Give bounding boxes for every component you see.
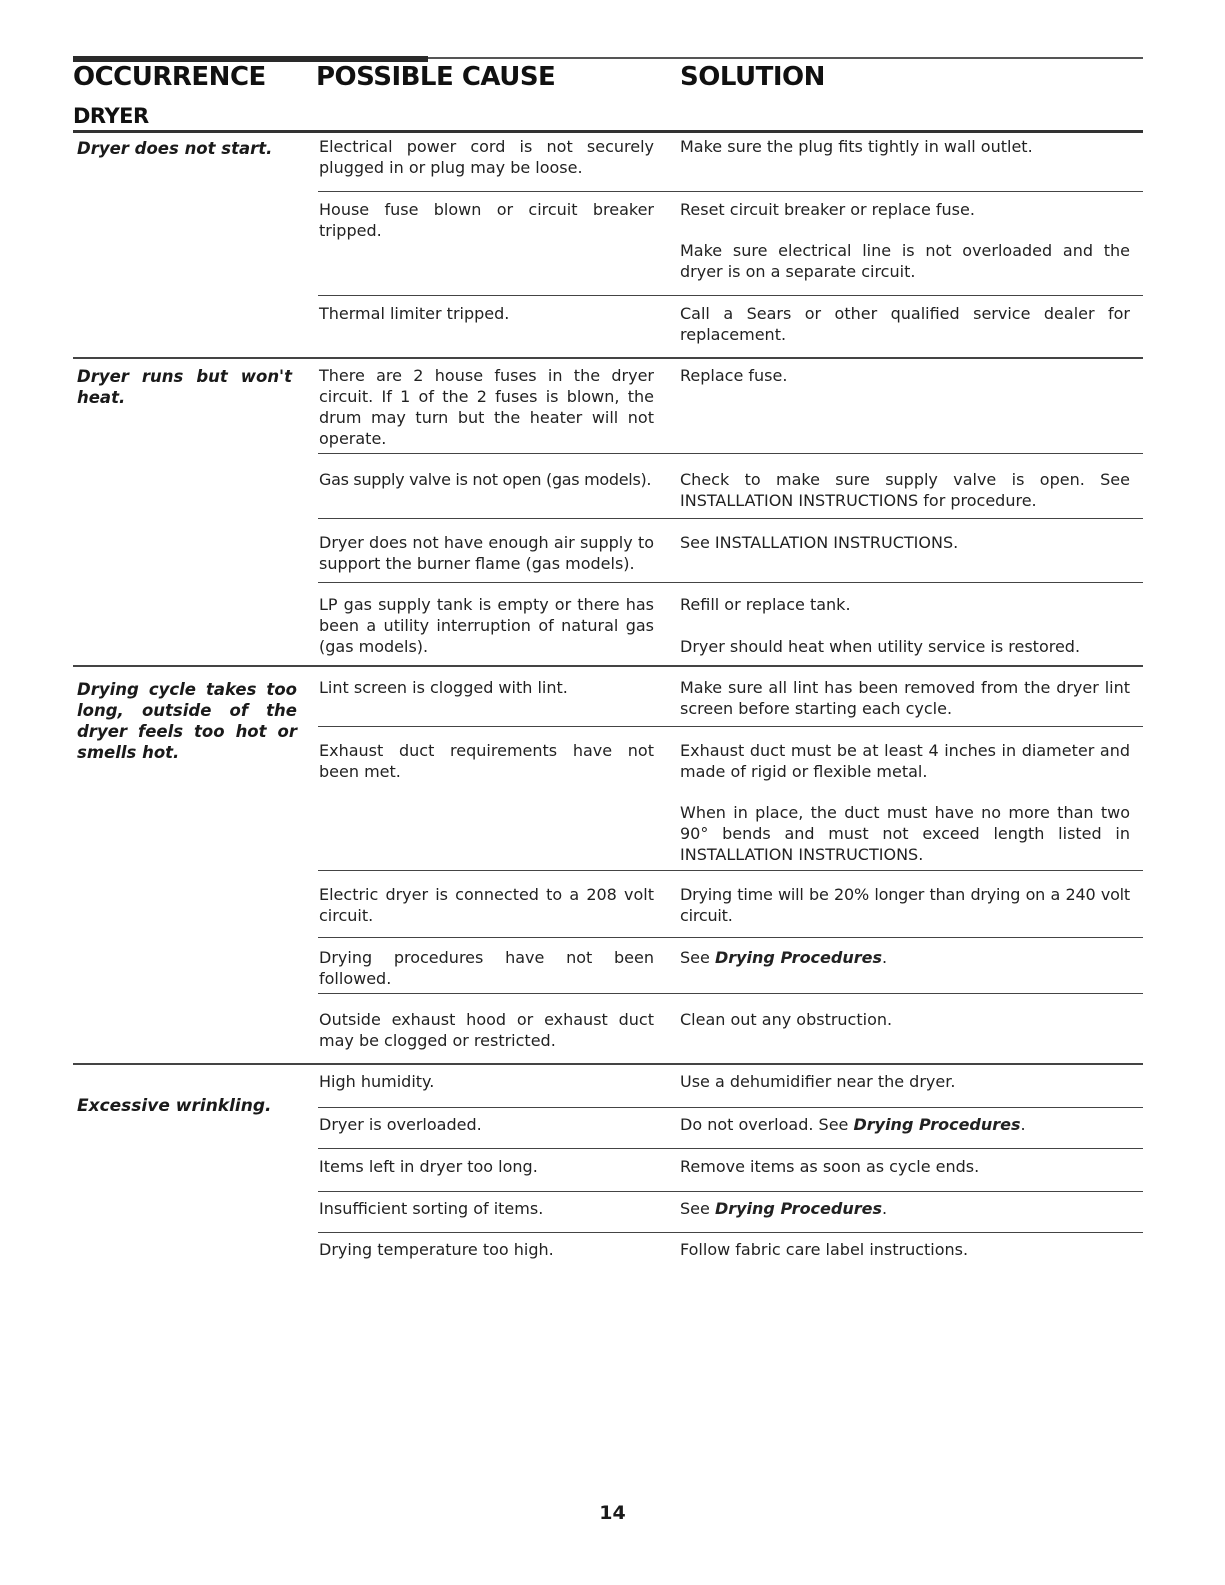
section-title: DRYER — [73, 104, 149, 128]
solution-see-procedures-sorting: See Drying Procedures. — [680, 1199, 888, 1218]
cause-overloaded: Dryer is overloaded. — [319, 1115, 482, 1134]
solution-remove-items: Remove items as soon as cycle ends. — [680, 1157, 980, 1176]
page-number: 14 — [599, 1502, 626, 1524]
solution-replace-fuse: Replace fuse. — [680, 366, 788, 385]
solution-duct-bends: When in place, the duct must have no more than two 90° bends and must not exceed length listed in INSTALLATION INSTRUCTIONS. — [680, 803, 1130, 864]
row-divider — [318, 1148, 1143, 1149]
cause-high-humidity: High humidity. — [319, 1072, 435, 1091]
header-rule-light — [428, 57, 1143, 59]
cause-insufficient-sorting: Insufficient sorting of items. — [319, 1199, 544, 1218]
solution-reset-breaker: Reset circuit breaker or replace fuse. — [680, 200, 975, 219]
row-divider — [318, 993, 1143, 994]
solution-duct-diameter: Exhaust duct must be at least 4 inches in diameter and made of rigid or flexible metal. — [680, 741, 1130, 781]
solution-check-valve: Check to make sure supply valve is open. See INSTALLATION INSTRUCTIONS for procedure. — [680, 470, 1130, 510]
solution-call-sears: Call a Sears or other qualified service dealer for replacement. — [680, 304, 1130, 344]
cause-lp-tank: LP gas supply tank is empty or there has been a utility interruption of natural gas (gas models). — [319, 595, 654, 656]
solution-see-procedures: See Drying Procedures. — [680, 948, 888, 967]
solution-fabric-care: Follow fabric care label instructions. — [680, 1240, 969, 1259]
solution-refill-tank: Refill or replace tank. — [680, 595, 851, 614]
row-divider — [318, 726, 1143, 727]
header-possible-cause: POSSIBLE CAUSE — [316, 62, 556, 92]
row-divider — [318, 937, 1143, 938]
cause-house-fuse: House fuse blown or circuit breaker tripped. — [319, 200, 654, 240]
row-divider — [318, 295, 1143, 296]
cause-items-left: Items left in dryer too long. — [319, 1157, 538, 1176]
cause-temperature-high: Drying temperature too high. — [319, 1240, 554, 1259]
solution-see-installation: See INSTALLATION INSTRUCTIONS. — [680, 533, 959, 552]
cause-air-supply: Dryer does not have enough air supply to support the burner flame (gas models). — [319, 533, 654, 573]
cause-two-fuses: There are 2 house fuses in the dryer circuit. If 1 of the 2 fuses is blown, the drum may turn but the heater will not operate. — [319, 366, 654, 448]
group-divider — [73, 357, 1143, 359]
occurrence-cycle-too-long: Drying cycle takes too long, outside of the dryer feels too hot or smells hot. — [77, 680, 297, 762]
cause-procedures-not-followed: Drying procedures have not been followed. — [319, 948, 654, 988]
header-solution: SOLUTION — [680, 62, 825, 92]
row-divider — [318, 582, 1143, 583]
solution-plug: Make sure the plug fits tightly in wall outlet. — [680, 137, 1033, 156]
cause-lint-screen: Lint screen is clogged with lint. — [319, 678, 568, 697]
section-rule — [73, 130, 1143, 133]
drying-procedures-reference: Drying Procedures — [714, 1199, 882, 1218]
solution-clean-obstruction: Clean out any obstruction. — [680, 1010, 893, 1029]
cause-208-volt: Electric dryer is connected to a 208 volt circuit. — [319, 885, 654, 925]
cause-exhaust-hood: Outside exhaust hood or exhaust duct may be clogged or restricted. — [319, 1010, 654, 1050]
cause-exhaust-duct: Exhaust duct requirements have not been met. — [319, 741, 654, 781]
row-divider — [318, 518, 1143, 519]
troubleshooting-page — [73, 0, 1143, 1585]
cause-power-cord: Electrical power cord is not securely plugged in or plug may be loose. — [319, 137, 654, 177]
solution-separate-circuit: Make sure electrical line is not overloaded and the dryer is on a separate circuit. — [680, 241, 1130, 281]
cause-gas-valve: Gas supply valve is not open (gas models). — [319, 470, 652, 489]
occurrence-no-heat: Dryer runs but won't heat. — [77, 367, 292, 407]
solution-remove-lint: Make sure all lint has been removed from the dryer lint screen before starting each cycle. — [680, 678, 1130, 718]
group-divider — [73, 1063, 1143, 1065]
row-divider — [318, 191, 1143, 192]
drying-procedures-reference: Drying Procedures — [714, 948, 882, 967]
occurrence-dryer-does-not-start: Dryer does not start. — [77, 139, 273, 158]
header-occurrence: OCCURRENCE — [73, 62, 266, 92]
cause-thermal-limiter: Thermal limiter tripped. — [319, 304, 510, 323]
occurrence-excessive-wrinkling: Excessive wrinkling. — [77, 1096, 272, 1116]
row-divider — [318, 1107, 1143, 1108]
row-divider — [318, 1232, 1143, 1233]
solution-do-not-overload: Do not overload. See Drying Procedures. — [680, 1115, 1026, 1134]
solution-dehumidifier: Use a dehumidifier near the dryer. — [680, 1072, 956, 1091]
solution-drying-time: Drying time will be 20% longer than drying on a 240 volt circuit. — [680, 885, 1130, 925]
group-divider — [73, 665, 1143, 667]
row-divider — [318, 1191, 1143, 1192]
row-divider — [318, 453, 1143, 454]
drying-procedures-reference: Drying Procedures — [853, 1115, 1021, 1134]
solution-heat-restored: Dryer should heat when utility service is restored. — [680, 637, 1081, 656]
row-divider — [318, 870, 1143, 871]
